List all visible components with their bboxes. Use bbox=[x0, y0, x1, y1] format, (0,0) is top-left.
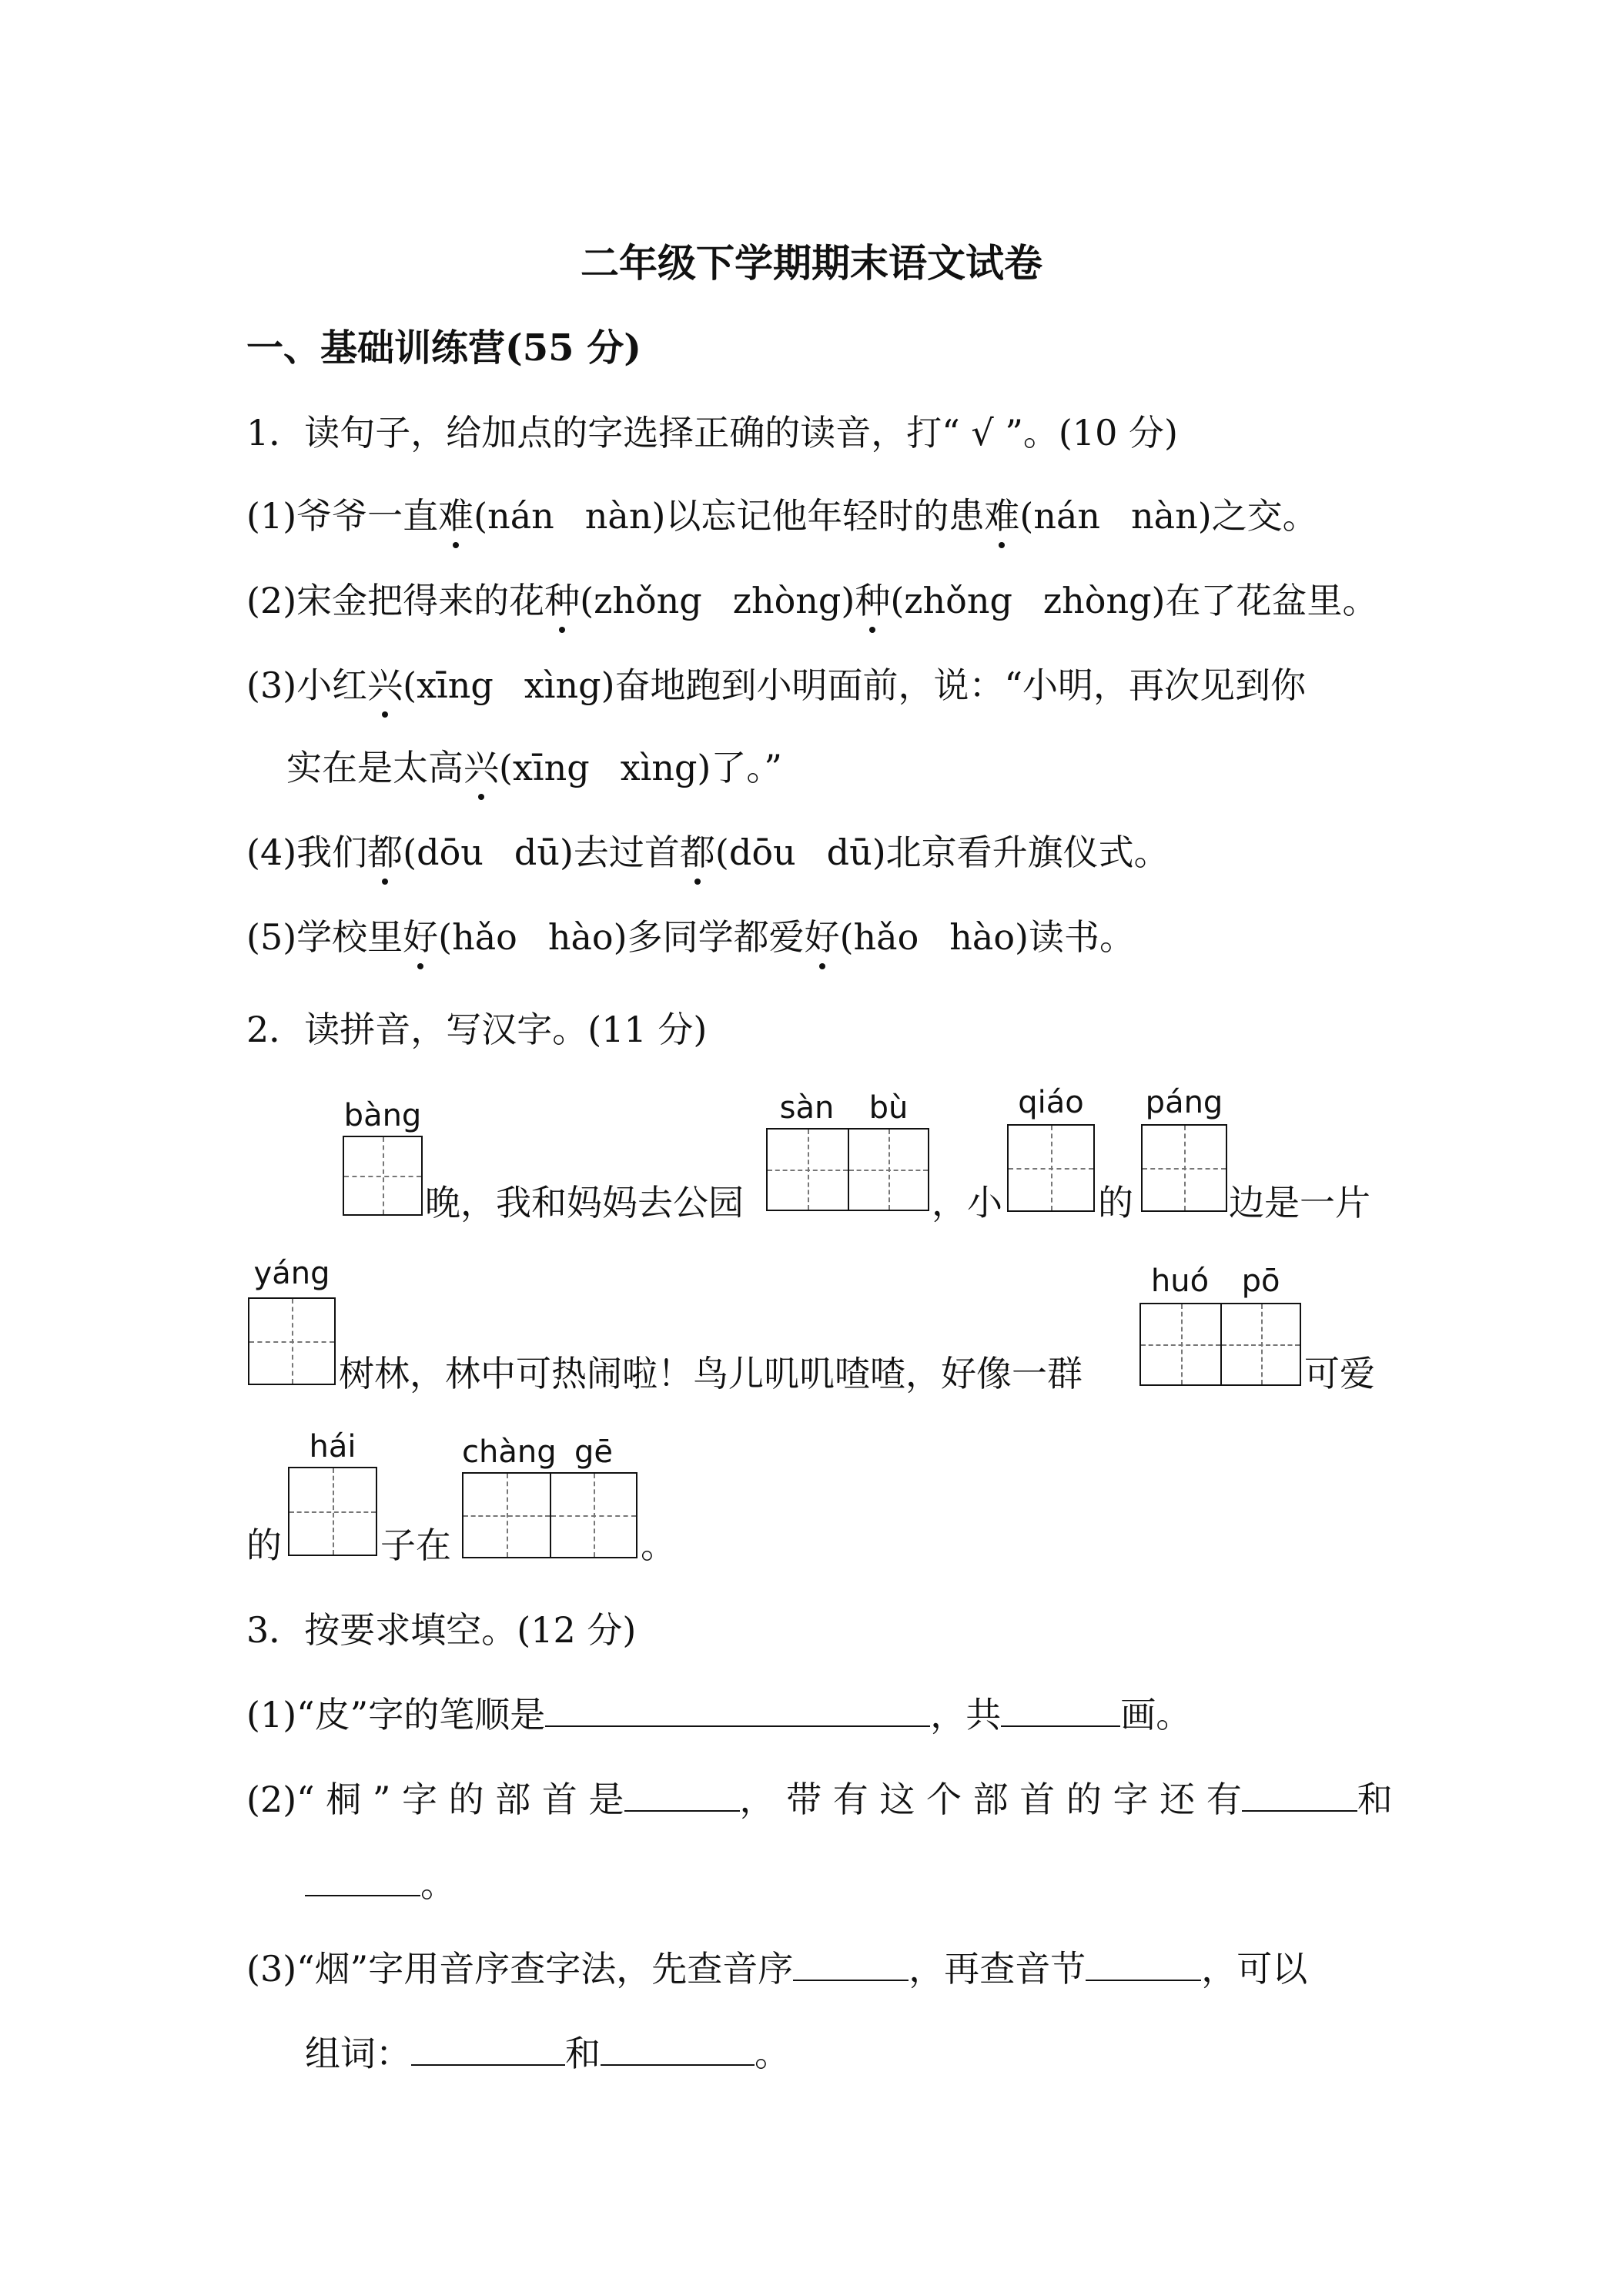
marked-char: 兴 bbox=[367, 661, 403, 710]
q3-item-3-cont: 组词： 和 。 bbox=[305, 2029, 790, 2078]
marked-char: 都 bbox=[680, 828, 715, 877]
answer-blank[interactable] bbox=[1001, 1692, 1120, 1727]
pinyin-label: qiáo bbox=[1018, 1085, 1084, 1120]
question-3-heading: 3．按要求填空。(12 分) bbox=[246, 1609, 637, 1651]
answer-blank[interactable] bbox=[1086, 1946, 1201, 1981]
question-2-heading: 2．读拼音，写汉字。(11 分) bbox=[246, 1009, 708, 1050]
passage-text: 可爱 bbox=[1304, 1353, 1375, 1394]
writing-box[interactable] bbox=[288, 1467, 377, 1556]
answer-blank[interactable] bbox=[601, 2030, 755, 2066]
passage-text: 树林，林中可热闹啦！鸟儿叽叽喳喳，好像一群 bbox=[339, 1353, 1083, 1394]
marked-char: 好 bbox=[403, 912, 438, 962]
writing-box[interactable] bbox=[1007, 1124, 1095, 1212]
pinyin-label: huó bbox=[1150, 1263, 1210, 1299]
answer-blank[interactable] bbox=[1242, 1776, 1357, 1812]
page-title: 二年级下学期期末语文试卷 bbox=[581, 240, 1042, 286]
passage-text: 边是一片 bbox=[1229, 1182, 1370, 1223]
pinyin-label: yáng bbox=[253, 1256, 330, 1291]
q3-item-3: (3)“烟”字用音序查字法，先查音序 ，再查音节 ，可以 bbox=[246, 1944, 1307, 1993]
writing-box[interactable] bbox=[462, 1472, 637, 1558]
marked-char: 种 bbox=[544, 576, 580, 625]
pinyin-label: chàng bbox=[462, 1434, 557, 1470]
writing-box[interactable] bbox=[766, 1128, 929, 1211]
pinyin-label: sàn bbox=[779, 1090, 835, 1126]
marked-char: 难 bbox=[438, 491, 474, 541]
passage-text: 的 bbox=[246, 1525, 282, 1566]
q1-sentence-1: (1)爷爷一直难(nán nàn)以忘记他年轻时的患难(nán nàn)之交。 bbox=[246, 491, 1318, 541]
q3-item-2-cont: 。 bbox=[305, 1859, 456, 1909]
writing-box[interactable] bbox=[248, 1297, 336, 1385]
writing-box[interactable] bbox=[343, 1136, 423, 1216]
q3-item-2: (2)“ 桐 ” 字 的 部 首 是 ， 带 有 这 个 部 首 的 字 还 有 和 bbox=[246, 1775, 1393, 1824]
writing-box[interactable] bbox=[1141, 1124, 1227, 1212]
pinyin-label: gē bbox=[574, 1434, 613, 1470]
q1-sentence-2: (2)宋金把得来的花种(zhǒng zhòng)种(zhǒng zhòng)在了花盆里。 bbox=[246, 576, 1377, 625]
marked-char: 好 bbox=[805, 912, 840, 962]
passage-text: 。 bbox=[641, 1525, 676, 1566]
marked-char: 兴 bbox=[463, 743, 499, 792]
q1-sentence-3: (3)小红兴(xīng xìng)奋地跑到小明面前，说：“小明，再次见到你 bbox=[246, 661, 1306, 710]
q1-sentence-3-cont: 实在是太高兴(xīng xìng)了。” bbox=[286, 743, 782, 792]
pinyin-label: bàng bbox=[343, 1098, 422, 1133]
passage-text: ，小 bbox=[932, 1182, 1002, 1223]
passage-text: 子在 bbox=[380, 1525, 451, 1566]
answer-blank[interactable] bbox=[624, 1776, 740, 1812]
pinyin-label: hái bbox=[309, 1429, 356, 1464]
q1-sentence-4: (4)我们都(dōu dū)去过首都(dōu dū)北京看升旗仪式。 bbox=[246, 828, 1170, 877]
pinyin-label: bù bbox=[868, 1090, 909, 1126]
writing-box[interactable] bbox=[1139, 1303, 1301, 1386]
marked-char: 难 bbox=[984, 491, 1019, 541]
answer-blank[interactable] bbox=[793, 1946, 909, 1981]
pinyin-label: pō bbox=[1241, 1263, 1280, 1299]
answer-blank[interactable] bbox=[545, 1692, 930, 1727]
question-1-heading: 1．读句子，给加点的字选择正确的读音，打“ √ ”。(10 分) bbox=[246, 412, 1178, 454]
marked-char: 都 bbox=[367, 828, 403, 877]
passage-text: 的 bbox=[1098, 1182, 1133, 1223]
answer-blank[interactable] bbox=[305, 1861, 420, 1896]
q1-sentence-5: (5)学校里好(hǎo hào)多同学都爱好(hǎo hào)读书。 bbox=[246, 912, 1135, 962]
marked-char: 种 bbox=[855, 576, 890, 625]
passage-text: 晚，我和妈妈去公园 bbox=[425, 1182, 744, 1223]
q3-item-1: (1)“皮”字的笔顺是 ，共 画。 bbox=[246, 1690, 1191, 1739]
answer-blank[interactable] bbox=[411, 2030, 565, 2066]
section-heading: 一、基础训练营(55 分) bbox=[246, 326, 641, 370]
pinyin-label: páng bbox=[1145, 1085, 1223, 1120]
